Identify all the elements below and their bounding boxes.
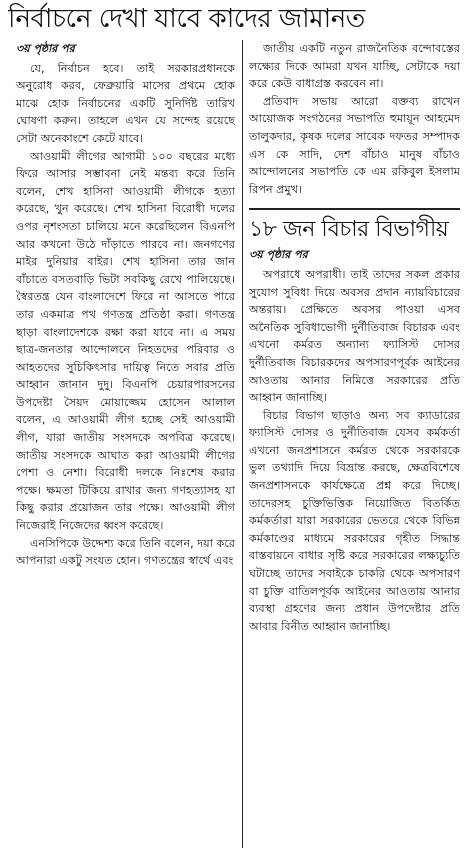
article-paragraph: এনসিপিকে উদ্দেশ্য করে তিনি বলেন, দয়া করে আপনারা একটু সংযত হোন। গণতন্ত্রের স্বার্থে এবং (16, 536, 236, 568)
continued-reference: ৩য় পৃষ্ঠার পর (249, 248, 308, 262)
article-paragraph: জাতীয় একটি নতুন রাজনৈতিক বন্দোবস্তের লক্ষ্যের দিকে আমরা যখন যাচ্ছি, সেটাকে দয়া করে কেউ বাধাগ্রস্ত করবেন না। (249, 42, 460, 91)
article-paragraph: অপরাধে অপরাধী। তাই তাদের সকল প্রকার সুযোগ সুবিধা দিয়ে অবসর প্রদান ন্যায়বিচারের অন্তরায়। প্রেক্ষিতে অবসর পাওয়া এসব অনৈতিক সুবিধাভোগী দুর্নীতিবাজ বিচারক এবং এখনো কর্মরত অন্যান্য ফ্যাসিস্ট দোসর দুর্নীতিবাজ বিচারকদের অপসারণপূর্বক আইনের আওতায় আনার নিমিত্তে সরকারের প্রতি আহ্বান জানাচ্ছি। (249, 267, 460, 405)
continued-reference: ৩য় পৃষ্ঠার পর (16, 42, 75, 55)
article-paragraph: প্রতিবাদ সভায় আরো বক্তব্য রাখেন আয়োজক সংগঠনের সভাপতি হুমায়ূন আহমেদ তালুকদার, কৃষক দলের সাবেক দফতর সম্পাদক এস কে সাদি, দেশ বাঁচাও মানুষ বাঁচাও আন্দোলনের সভাপতি কে এম রকিবুল ইসলাম রিপন প্রমুখ। (249, 94, 460, 196)
second-article-headline: ১৮ জন বিচার বিভাগীয় (249, 208, 460, 244)
column-divider (242, 40, 243, 848)
article-left-column (16, 40, 235, 570)
article-paragraph: যে, নির্বাচন হবে। তাই সরকারপ্রধানকে অনুরোধ করব, ফেব্রুয়ারি মাসের প্রথমে হোক মাঝে হোক নির্বাচনের একটি সুনির্দিষ্ট তারিখ ঘোষণা করুন। তাহলে এখন যে সন্দেহ রয়েছে সেটা অনেকাংশে কেটে যাবে। (16, 61, 235, 145)
page-headline: নির্বাচনে দেখা যাবে কাদের জামানত (8, 4, 365, 34)
article-right-column (249, 40, 460, 635)
article-paragraph: আওয়ামী লীগের আগামী ১০০ বছরের মধ্যে ফিরে আসার সম্ভাবনা নেই মন্তব্য করে তিনি বলেন, শেখ হাসিনা আওয়ামী লীগকে হত্যা করেছে, খুন করেছে। শেখ হাসিনা বিরোধী দলের ওপর নৃশংসতা চালিয়ে মনে করেছিলেন বিএনপি আর কখনো উঠে দাঁড়াতে পারবে না। জনগণের মাইর দুনিয়ার বাইর। শেখ হাসিনা তার জান বাঁচাতে বসতবাড়ি ভিটা সবকিছু রেখে পালিয়েছে। স্বৈরতন্ত্র যেন বাংলাদেশে ফিরে না আসতে পারে তার একমাত্র পথ গণতন্ত্র প্রতিষ্ঠা করা। গণতন্ত্র ছাড়া বাংলাদেশকে রক্ষা করা যাবে না। এ সময় ছাত্র-জনতার আন্দোলনে নিহতদের পরিবার ও আহতদের সুচিকিৎসার দায়িত্ব নিতে সবার প্রতি আহ্বান জানান দুদু। বিএনপি চেয়ারপারসনের উপদেষ্টা সৈয়দ মোয়াজ্জেম হোসেন আলাল বলেন, এ আওয়ামী লীগ হচ্ছে সেই আওয়ামী লীগ, যারা জাতীয় সংসদকে অপবিত্র করেছে। জাতীয় সংসদকে আঘাত করা আওয়ামী লীগের পেশা ও নেশা। বিরোধী দলকে নিঃশেষ করার পক্ষে। ক্ষমতা টিকিয়ে রাখার জন্য গণহত্যাসহ যা কিছু করার প্রয়োজন তার পক্ষে। আওয়ামী লীগ নিজেরাই নিজেদের ধ্বংস করেছে। (16, 149, 235, 533)
article-paragraph: বিচার বিভাগ ছাড়াও অন্য সব ক্যাডারের ফ্যাসিস্ট দোসর ও দুর্নীতিবাজ যেসব কর্মকর্তা এখনো জনপ্রশাসনে কর্মরত থেকে সরকারকে ভুল তথ্যাদি দিয়ে বিভ্রান্ত করছে, ক্ষেত্রবিশেষে জনপ্রশাসনকে কার্যক্ষেত্রে প্রশ্ন করে দিচ্ছে। তাদেরসহ চুক্তিভিত্তিক নিয়োজিত বিতর্কিত কর্মকর্তারা যারা সরকারের ভেতরে থেকে বিভিন্ন কর্মকাণ্ডের মাধ্যমে সরকারের গৃহীত সিদ্ধান্ত বাস্তবায়নে বাধার সৃষ্টি করে সরকারের লক্ষ্যচ্যুতি ঘটাচ্ছে তাদের সবাইকে চাকরি থেকে অপসারণ বা চুক্তি বাতিলপূর্বক আইনের আওতায় আনার ব্যবস্থা গ্রহণের জন্য প্রধান উপদেষ্টার প্রতি আবার বিনীত আহ্বান জানাচ্ছি। (249, 408, 460, 633)
